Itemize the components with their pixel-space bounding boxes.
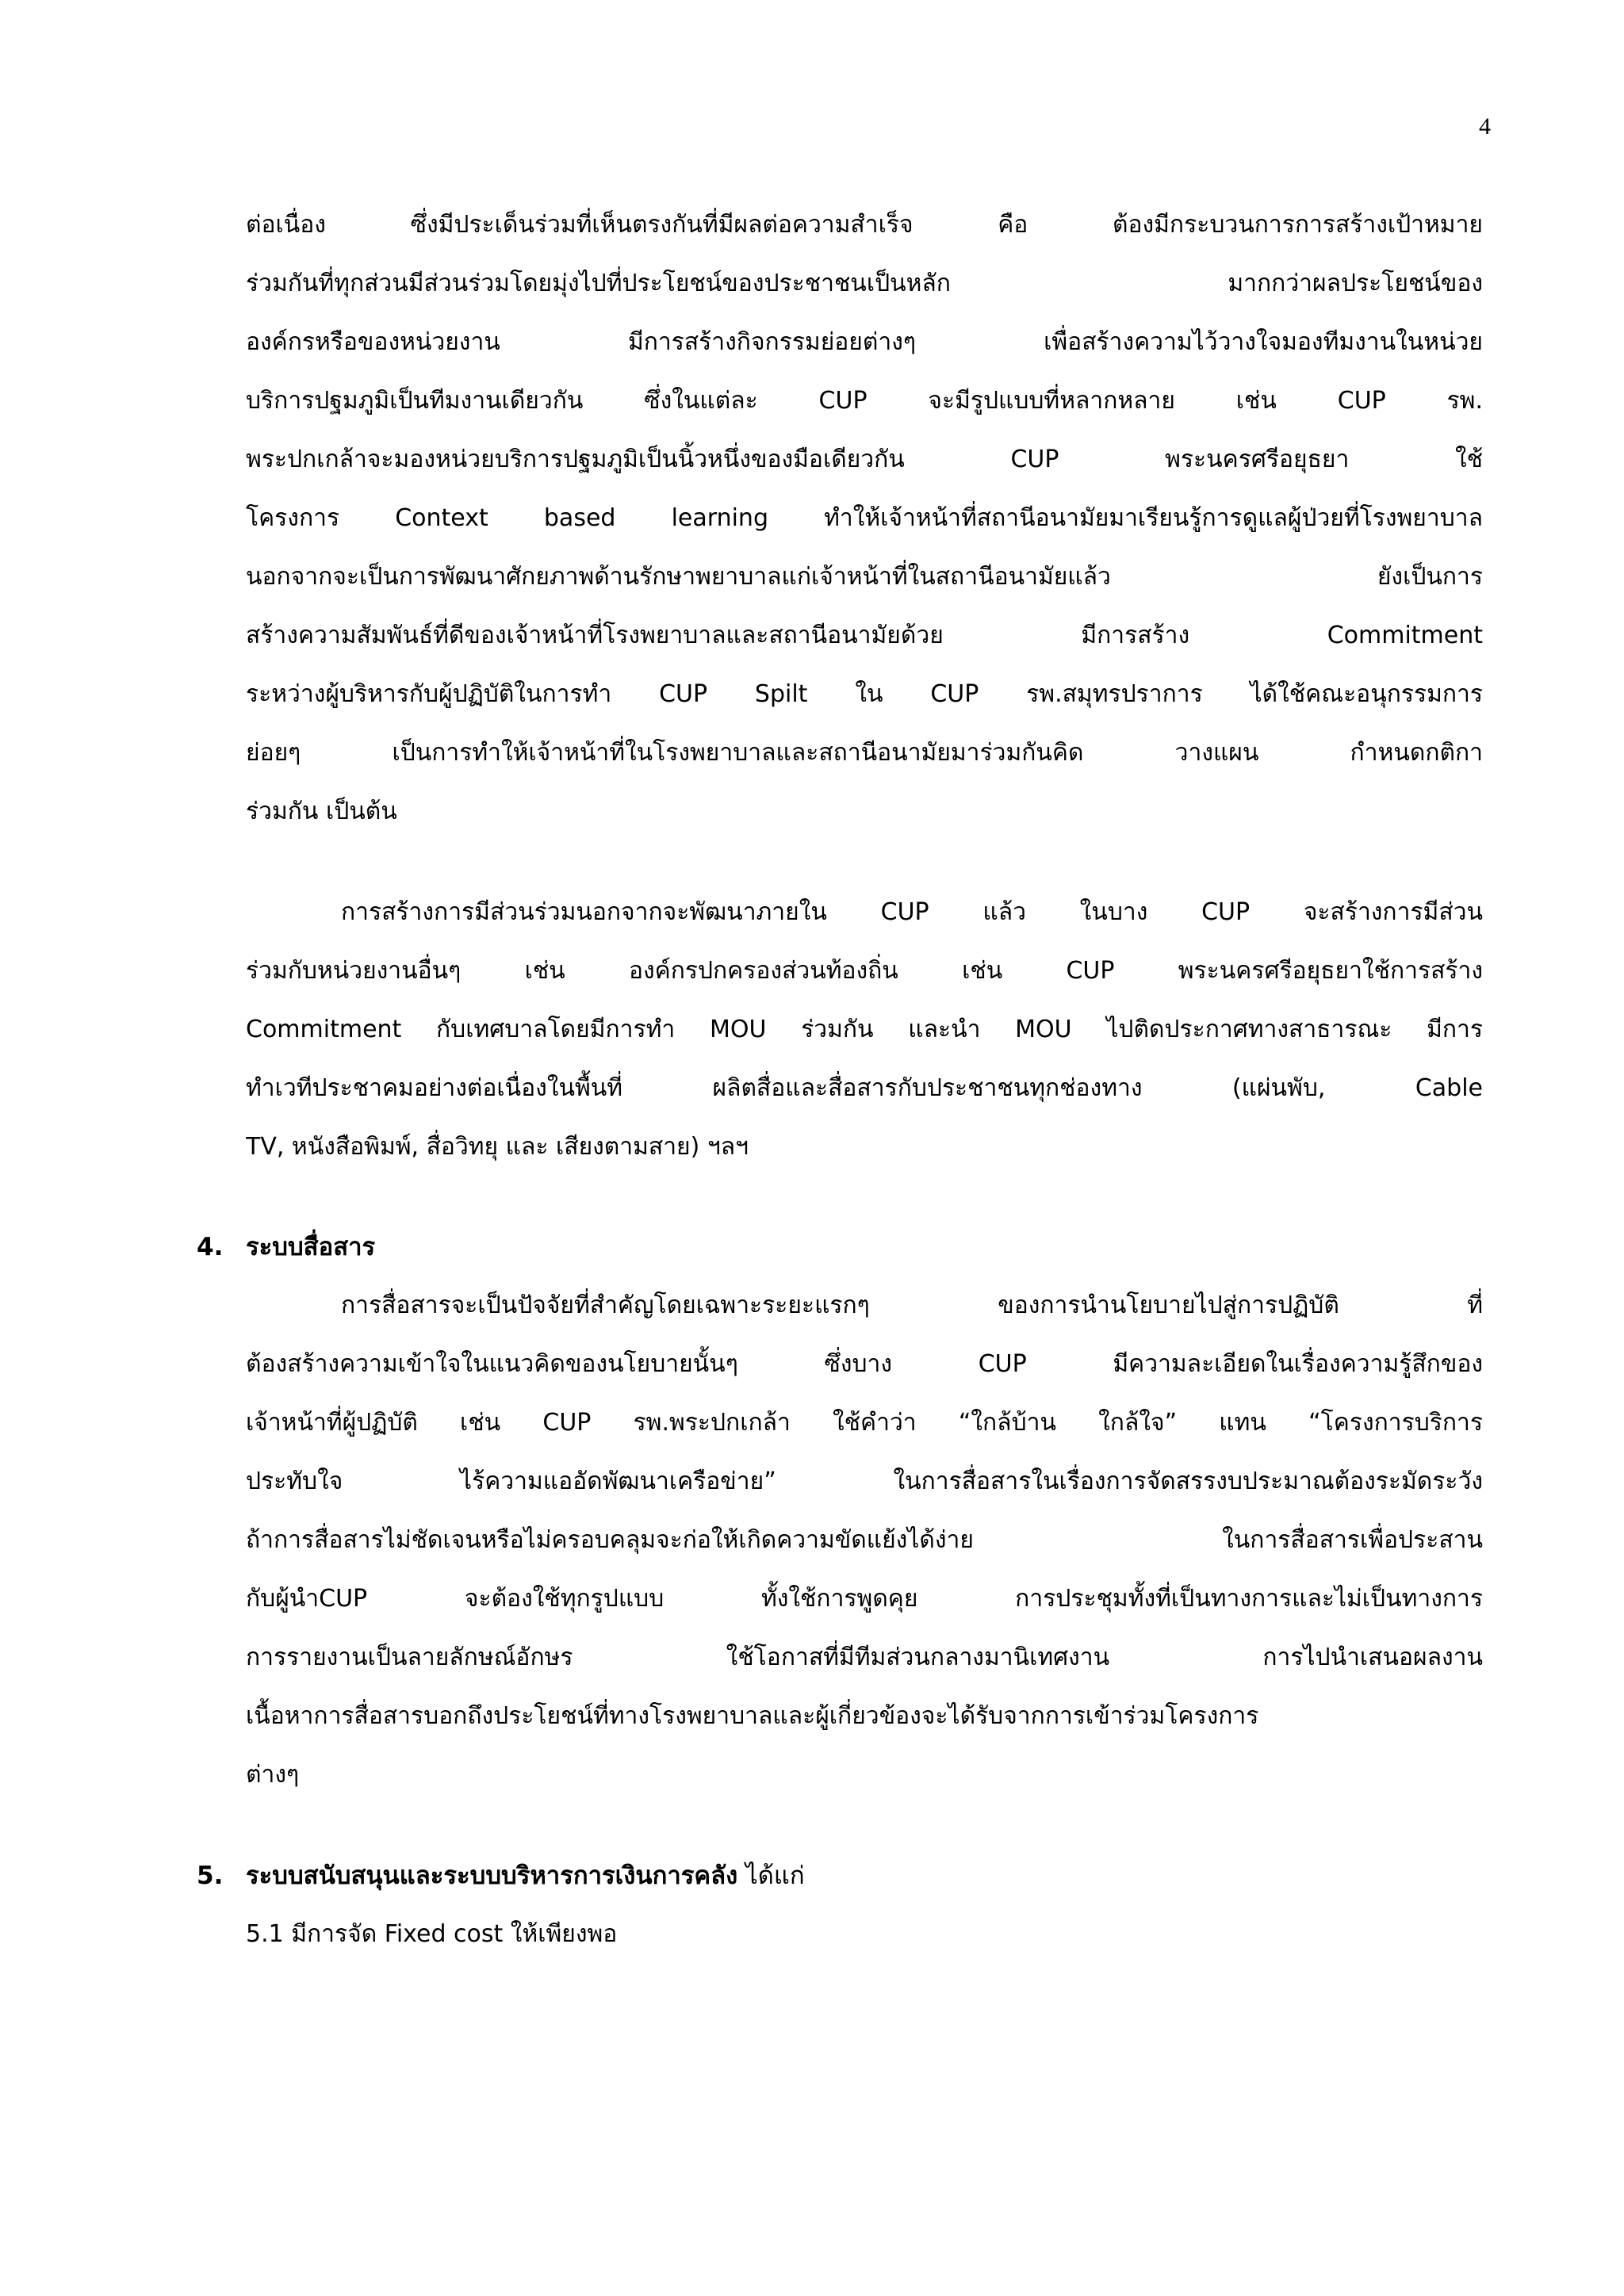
paragraph-1-line-11: ร่วมกัน เป็นต้น [246,798,397,825]
paragraph-1-line-4: บริการปฐมภูมิเป็นทีมงานเดียวกัน ซึ่งในแต่ละ CUP จะมีรูปแบบที่หลากหลาย เช่น CUP รพ. [246,387,1483,415]
section-4-line-9: ต่างๆ [246,1761,300,1789]
section-4-line-5: ถ้าการสื่อสารไม่ชัดเจนหรือไม่ครอบคลุมจะก่อให้เกิดความขัดแย้งได้ง่าย ในการสื่อสารเพื่อประสาน [246,1526,1483,1554]
section-4-number: 4. [197,1233,224,1261]
section-5-heading [197,1847,1481,1904]
paragraph-1-line-7: นอกจากจะเป็นการพัฒนาศักยภาพด้านรักษาพยาบาลแก่เจ้าหน้าที่ในสถานีอนามัยแล้ว ยังเป็นการ [246,563,1483,591]
section-4-line-2: ต้องสร้างความเข้าใจในแนวคิดของนโยบายนั้นๆ ซึ่งบาง CUP มีความละเอียดในเรื่องความรู้สึกของ [246,1350,1483,1378]
paragraph-2-line-1: การสร้างการมีส่วนร่วมนอกจากจะพัฒนาภายใน CUP แล้ว ในบาง CUP จะสร้างการมีส่วน [341,898,1483,926]
paragraph-2-line-3: Commitment กับเทศบาลโดยมีการทำ MOU ร่วมกัน และนำ MOU ไปติดประกาศทางสาธารณะ มีการ [246,1016,1483,1043]
section-4-line-4: ประทับใจ ไร้ความแออัดพัฒนาเครือข่าย” ในการสื่อสารในเรื่องการจัดสรรงบประมาณต้องระมัดระวัง [246,1468,1483,1495]
section-4-heading [197,1219,1481,1276]
section-5-title: ระบบสนับสนุนและระบบบริหารการเงินการคลัง [246,1862,738,1890]
paragraph-2-line-2: ร่วมกับหน่วยงานอื่นๆ เช่น องค์กรปกครองส่วนท้องถิ่น เช่น CUP พระนครศรีอยุธยาใช้การสร้าง [246,957,1483,985]
section-4-line-1: การสื่อสารจะเป็นปัจจัยที่สำคัญโดยเฉพาะระยะแรกๆ ของการนำนโยบายไปสู่การปฏิบัติ ที่ [341,1292,1483,1319]
paragraph-2-line-5: TV, หนังสือพิมพ์, สื่อวิทยุ และ เสียงตามสาย) ฯลฯ [246,1133,749,1161]
paragraph-1-line-3: องค์กรหรือของหน่วยงาน มีการสร้างกิจกรรมย่อยต่างๆ เพื่อสร้างความไว้วางใจมองทีมงานในหน่วย [246,328,1483,356]
paragraph-1-line-9: ระหว่างผู้บริหารกับผู้ปฏิบัติในการทำ CUP Spilt ใน CUP รพ.สมุทรปราการ ได้ใช้คณะอนุกรรมการ [246,680,1483,708]
paragraph-2-line-4: ทำเวทีประชาคมอย่างต่อเนื่องในพื้นที่ ผลิตสื่อและสื่อสารกับประชาชนทุกช่องทาง (แผ่นพับ, Cable [246,1074,1483,1102]
section-4-line-6: กับผู้นำCUP จะต้องใช้ทุกรูปแบบ ทั้งใช้การพูดคุย การประชุมทั้งที่เป็นทางการและไม่เป็นทางการ [246,1585,1483,1613]
section-5-line-1: 5.1 มีการจัด Fixed cost ให้เพียงพอ [246,1920,618,1948]
section-5-title-tail: ได้แก่ [737,1862,805,1890]
section-4-line-7: การรายงานเป็นลายลักษณ์อักษร ใช้โอกาสที่มีทีมส่วนกลางมานิเทศงาน การไปนำเสนอผลงาน [246,1644,1483,1671]
section-5-number: 5. [197,1862,224,1890]
section-4-line-3: เจ้าหน้าที่ผู้ปฏิบัติ เช่น CUP รพ.พระปกเกล้า ใช้คำว่า “ใกล้บ้าน ใกล้ใจ” แทน “โครงการบริการ [246,1409,1483,1437]
section-4-title: ระบบสื่อสาร [246,1233,376,1261]
page-number: 4 [1479,113,1491,140]
paragraph-1-line-6: โครงการ Context based learning ทำให้เจ้าหน้าที่สถานีอนามัยมาเรียนรู้การดูแลผู้ป่วยที่โรงพยาบาล [246,504,1483,532]
paragraph-1-line-10: ย่อยๆ เป็นการทำให้เจ้าหน้าที่ในโรงพยาบาลและสถานีอนามัยมาร่วมกันคิด วางแผน กำหนดกติกา [246,739,1483,767]
paragraph-1-line-5: พระปกเกล้าจะมองหน่วยบริการปฐมภูมิเป็นนิ้วหนึ่งของมือเดียวกัน CUP พระนครศรีอยุธยา ใช้ [246,446,1483,473]
paragraph-1-line-1: ต่อเนื่อง ซึ่งมีประเด็นร่วมที่เห็นตรงกันที่มีผลต่อความสำเร็จ คือ ต้องมีกระบวนการการสร้างเป้าหมาย [246,211,1483,239]
section-4-line-8: เนื้อหาการสื่อสารบอกถึงประโยชน์ที่ทางโรงพยาบาลและผู้เกี่ยวข้องจะได้รับจากการเข้าร่วมโครงการ [246,1702,1259,1730]
paragraph-1-line-2: ร่วมกันที่ทุกส่วนมีส่วนร่วมโดยมุ่งไปที่ประโยชน์ของประชาชนเป็นหลัก มากกว่าผลประโยชน์ของ [246,270,1483,297]
paragraph-1-line-8: สร้างความสัมพันธ์ที่ดีของเจ้าหน้าที่โรงพยาบาลและสถานีอนามัยด้วย มีการสร้าง Commitment [246,622,1483,649]
